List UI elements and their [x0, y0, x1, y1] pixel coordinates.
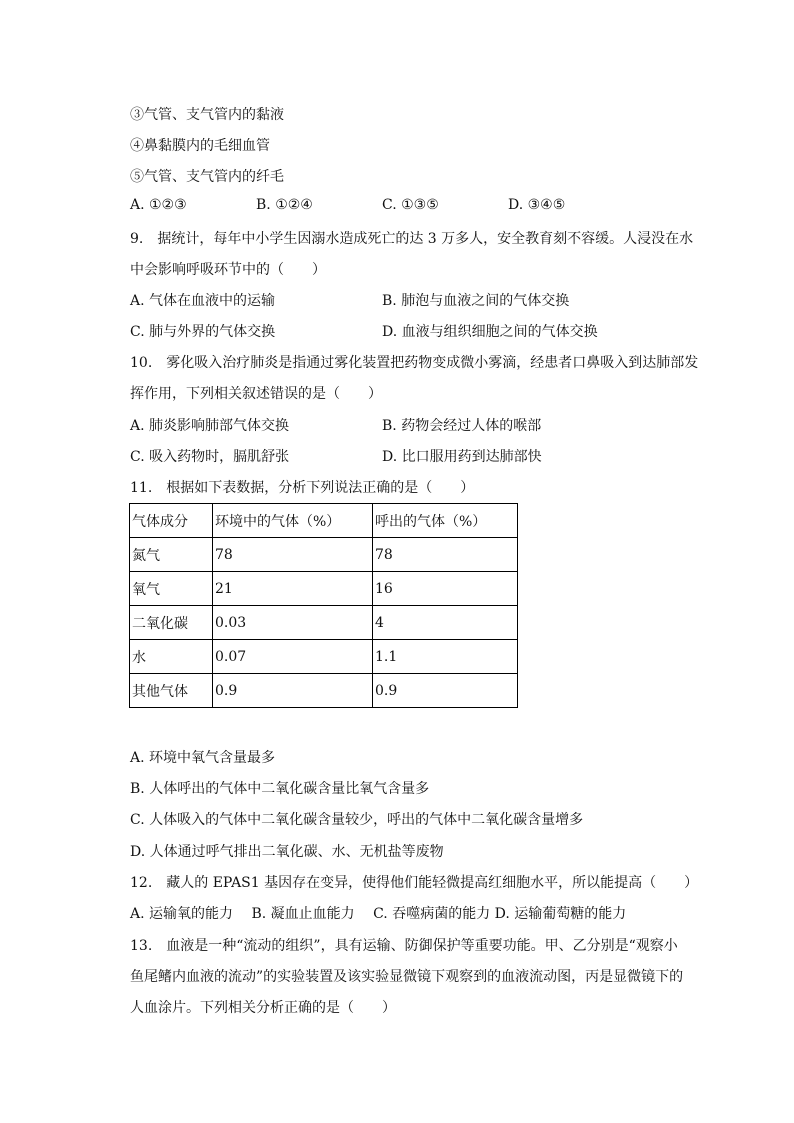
table-header-cell: 呼出的气体（%） — [373, 504, 518, 538]
table-cell: 氧气 — [130, 572, 213, 606]
table-cell: 水 — [130, 640, 213, 674]
table-cell: 二氧化碳 — [130, 606, 213, 640]
question-10-line-1: 10. 雾化吸入治疗肺炎是指通过雾化装置把药物变成微小雾滴，经患者口鼻吸入到达肺部发 — [130, 355, 699, 371]
table-header-cell: 气体成分 — [130, 504, 213, 538]
item-5: ⑤气管、支气管内的纤毛 — [130, 169, 284, 185]
gas-composition-table — [129, 503, 518, 708]
q10-option-c: C. 吸入药物时，膈肌舒张 — [130, 449, 290, 465]
q8-option-a: A. ①②③ — [130, 197, 187, 213]
question-10-line-2: 挥作用，下列相关叙述错误的是（ ） — [130, 386, 382, 402]
table-header-row — [130, 504, 518, 538]
table-cell: 78 — [373, 538, 518, 572]
table-cell: 0.9 — [213, 674, 373, 708]
q11-option-b: B. 人体呼出的气体中二氧化碳含量比氧气含量多 — [130, 781, 430, 797]
item-3: ③气管、支气管内的黏液 — [130, 107, 284, 123]
table-cell: 1.1 — [373, 640, 518, 674]
table-cell: 78 — [213, 538, 373, 572]
q8-option-c: C. ①③⑤ — [382, 197, 439, 213]
table-cell: 氮气 — [130, 538, 213, 572]
table-cell: 其他气体 — [130, 674, 213, 708]
q8-option-b: B. ①②④ — [256, 197, 313, 213]
table-cell: 16 — [373, 572, 518, 606]
question-11: 11. 根据如下表数据，分析下列说法正确的是（ ） — [130, 480, 475, 496]
question-12: 12. 藏人的 EPAS1 基因存在变异，使得他们能轻微提高红细胞水平，所以能提高（ ） — [130, 875, 699, 891]
q10-option-a: A. 肺炎影响肺部气体交换 — [130, 418, 290, 434]
table-row — [130, 538, 518, 572]
table-row — [130, 674, 518, 708]
table-cell: 21 — [213, 572, 373, 606]
q10-option-d: D. 比口服用药到达肺部快 — [382, 449, 542, 465]
q8-option-d: D. ③④⑤ — [508, 197, 566, 213]
table-row — [130, 572, 518, 606]
q12-options: A. 运输氧的能力 B. 凝血止血能力 C. 吞噬病菌的能力 D. 运输葡萄糖的能力 — [130, 906, 627, 922]
q9-option-a: A. 气体在血液中的运输 — [130, 293, 276, 309]
q9-option-b: B. 肺泡与血液之间的气体交换 — [382, 293, 570, 309]
item-4: ④鼻黏膜内的毛细血管 — [130, 138, 270, 154]
table-cell: 0.07 — [213, 640, 373, 674]
table-cell: 0.03 — [213, 606, 373, 640]
question-9-line-2: 中会影响呼吸环节中的（ ） — [130, 262, 326, 278]
q9-option-d: D. 血液与组织细胞之间的气体交换 — [382, 324, 598, 340]
q11-option-d: D. 人体通过呼气排出二氧化碳、水、无机盐等废物 — [130, 844, 444, 860]
q9-option-c: C. 肺与外界的气体交换 — [130, 324, 276, 340]
q11-option-a: A. 环境中氧气含量最多 — [130, 750, 276, 766]
table-row — [130, 606, 518, 640]
q11-option-c: C. 人体吸入的气体中二氧化碳含量较少，呼出的气体中二氧化碳含量增多 — [130, 812, 584, 828]
question-13-line-3: 人血涂片。下列相关分析正确的是（ ） — [130, 1000, 396, 1016]
table-cell: 4 — [373, 606, 518, 640]
q10-option-b: B. 药物会经过人体的喉部 — [382, 418, 542, 434]
table-row — [130, 640, 518, 674]
question-13-line-2: 鱼尾鳍内血液的流动”的实验装置及该实验显微镜下观察到的血液流动图，丙是显微镜下的 — [130, 969, 684, 985]
table-cell: 0.9 — [373, 674, 518, 708]
question-13-line-1: 13. 血液是一种“流动的组织”，具有运输、防御保护等重要功能。甲、乙分别是“观察小 — [130, 938, 678, 954]
table-header-cell: 环境中的气体（%） — [213, 504, 373, 538]
question-9-line-1: 9. 据统计，每年中小学生因溺水造成死亡的达 3 万多人，安全教育刻不容缓。人浸没在水 — [130, 231, 694, 247]
